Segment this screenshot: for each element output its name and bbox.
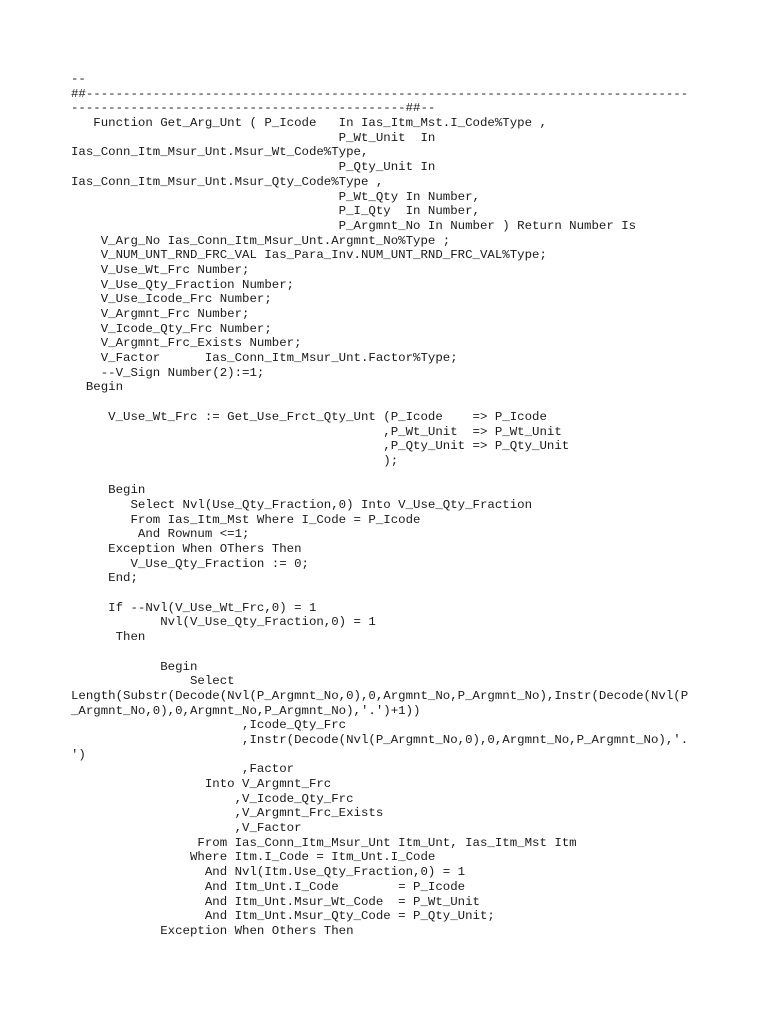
code-line: Begin <box>71 483 146 498</box>
code-line: ---------------------------------------------##-- <box>71 101 436 116</box>
code-line: ,P_Wt_Unit => P_Wt_Unit <box>71 424 562 439</box>
code-line: And Itm_Unt.Msur_Wt_Code = P_Wt_Unit <box>71 894 480 909</box>
code-line: --V_Sign Number(2):=1; <box>71 365 265 380</box>
code-line: ') <box>71 747 86 762</box>
code-line: V_NUM_UNT_RND_FRC_VAL Ias_Para_Inv.NUM_UNT_RND_FRC_VAL%Type; <box>71 248 547 263</box>
code-line <box>71 395 711 410</box>
code-line: P_Wt_Qty In Number, <box>71 189 480 204</box>
code-line: V_Argmnt_Frc_Exists Number; <box>71 336 302 351</box>
code-line: ,V_Factor <box>71 821 302 836</box>
code-line: V_Use_Icode_Frc Number; <box>71 292 272 307</box>
code-line: V_Argmnt_Frc Number; <box>71 307 250 321</box>
code-line: Select Nvl(Use_Qty_Fraction,0) Into V_Use_Qty_Fraction <box>71 497 533 512</box>
code-line: P_Wt_Unit In <box>71 130 436 145</box>
code-line: _Argmnt_No,0),0,Argmnt_No,P_Argmnt_No),'.')+1)) <box>71 703 421 718</box>
code-line: Then <box>71 630 146 645</box>
code-line: Length(Substr(Decode(Nvl(P_Argmnt_No,0),0,Argmnt_No,P_Argmnt_No),Instr(Decode(Nvl(P <box>71 688 689 703</box>
code-line: ,Icode_Qty_Frc <box>71 718 347 733</box>
code-line: Into V_Argmnt_Frc <box>71 777 332 791</box>
code-line: V_Icode_Qty_Frc Number; <box>71 321 272 336</box>
code-line: ,V_Argmnt_Frc_Exists <box>71 806 384 821</box>
code-line: If --Nvl(V_Use_Wt_Frc,0) = 1 <box>71 600 317 615</box>
code-line: And Rownum <=1; <box>71 527 250 542</box>
code-line: ,Factor <box>71 762 295 777</box>
code-line: Nvl(V_Use_Qty_Fraction,0) = 1 <box>71 615 376 630</box>
code-line: V_Use_Wt_Frc := Get_Use_Frct_Qty_Unt (P_Icode => P_Icode <box>71 409 547 424</box>
code-line: Begin <box>71 380 124 395</box>
code-line: V_Use_Wt_Frc Number; <box>71 262 250 277</box>
code-line <box>71 645 711 660</box>
code-line: V_Use_Qty_Fraction Number; <box>71 277 295 292</box>
code-line: ,Instr(Decode(Nvl(P_Argmnt_No,0),0,Argmnt_No,P_Argmnt_No),'. <box>71 732 689 747</box>
code-line: Ias_Conn_Itm_Msur_Unt.Msur_Wt_Code%Type, <box>71 145 369 160</box>
code-line: Exception When Others Then <box>71 923 354 938</box>
code-line: ,V_Icode_Qty_Frc <box>71 791 354 806</box>
code-line <box>71 469 711 484</box>
code-line: Begin <box>71 659 198 674</box>
code-line: End; <box>71 571 138 586</box>
code-line: V_Arg_No Ias_Conn_Itm_Msur_Unt.Argmnt_No%Type ; <box>71 233 451 248</box>
code-line: And Nvl(Itm.Use_Qty_Fraction,0) = 1 <box>71 865 466 880</box>
code-line: P_I_Qty In Number, <box>71 204 480 219</box>
code-line: Exception When OThers Then <box>71 542 302 556</box>
code-line <box>71 586 711 601</box>
code-line: ); <box>71 453 399 468</box>
code-listing <box>71 72 711 939</box>
code-line: From Ias_Itm_Mst Where I_Code = P_Icode <box>71 512 421 527</box>
code-line: Function Get_Arg_Unt ( P_Icode In Ias_Itm_Mst.I_Code%Type , <box>71 116 547 131</box>
code-line: -- <box>71 72 86 86</box>
code-line: Ias_Conn_Itm_Msur_Unt.Msur_Qty_Code%Type , <box>71 174 384 189</box>
code-line: Select <box>71 674 235 689</box>
code-line: P_Argmnt_No In Number ) Return Number Is <box>71 218 637 233</box>
code-line: V_Use_Qty_Fraction := 0; <box>71 556 309 571</box>
code-line: V_Factor Ias_Conn_Itm_Msur_Unt.Factor%Type; <box>71 351 458 366</box>
code-line: Where Itm.I_Code = Itm_Unt.I_Code <box>71 850 436 865</box>
code-line: From Ias_Conn_Itm_Msur_Unt Itm_Unt, Ias_Itm_Mst Itm <box>71 835 577 850</box>
code-line: P_Qty_Unit In <box>71 160 436 175</box>
code-line: And Itm_Unt.I_Code = P_Icode <box>71 879 466 894</box>
code-line: ##--------------------------------------------------------------------------------- <box>71 86 689 101</box>
code-line: And Itm_Unt.Msur_Qty_Code = P_Qty_Unit; <box>71 909 495 924</box>
code-line: ,P_Qty_Unit => P_Qty_Unit <box>71 439 570 454</box>
